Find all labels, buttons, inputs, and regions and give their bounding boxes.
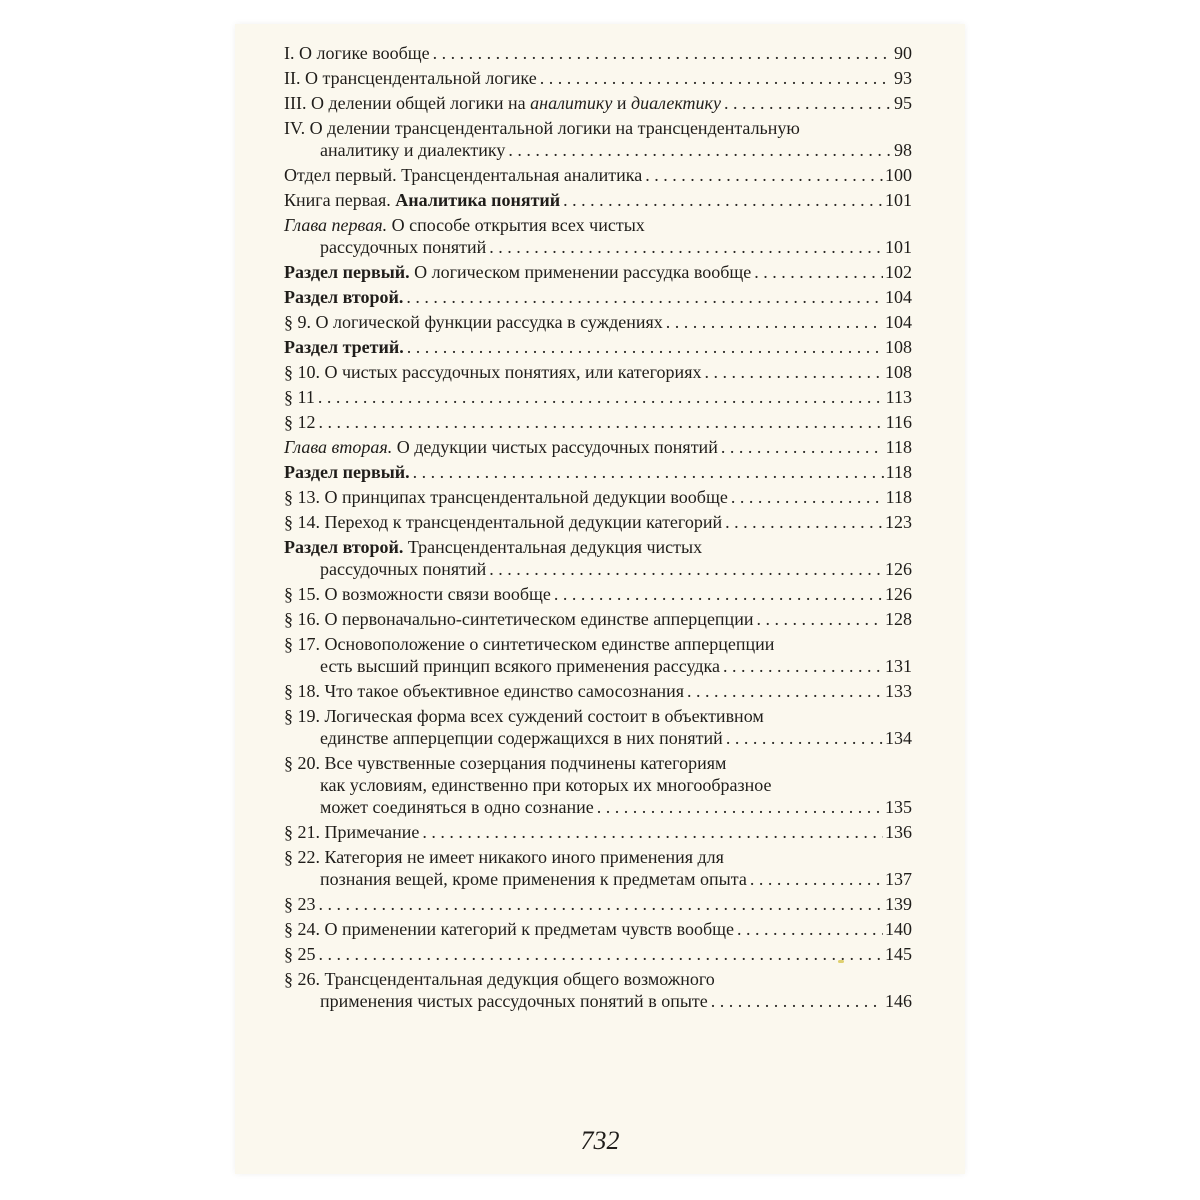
toc-entry [284,436,912,458]
toc-entry-title: § 16. О первоначально-синтетическом единстве апперцепции [284,609,754,629]
toc-page-number: 101 [885,237,912,257]
toc-entry-continuation: есть высший принцип всякого применения рассудка [320,656,720,676]
toc-entry [284,536,912,580]
toc-entry-title: § 21. Примечание [284,822,420,842]
toc-entry [284,968,912,1012]
toc-entry-title: § 20. Все чувственные созерцания подчинены категориям [284,753,727,773]
toc-entry-title: § 24. О применении категорий к предметам чувств вообще [284,919,735,939]
toc-entry [284,164,912,186]
toc-entry [284,846,912,890]
leader-dots [489,236,883,258]
toc-entry [284,261,912,283]
toc-entry-title: § 14. Переход к трансцендентальной дедукции категорий [284,512,723,532]
title-italic: Глава первая. [284,215,388,235]
toc-entry-title: I. О логике вообще [284,43,430,63]
leader-dots [711,990,883,1012]
table-of-contents [284,42,912,1015]
leader-dots [687,680,883,702]
leader-dots [319,893,884,915]
leader-dots [489,558,883,580]
toc-entry-continuation: единстве апперцепции содержащихся в них понятий [320,728,723,748]
toc-page-number: 90 [894,43,912,63]
title-text: Трансцендентальная дедукция чистых [403,537,703,557]
toc-entry [284,705,912,749]
title-italic: аналитику [530,93,613,113]
leader-dots [407,336,883,358]
toc-page-number: 108 [885,362,912,382]
leader-dots [318,386,884,408]
toc-page-number: 101 [885,190,912,210]
toc-entry-title: § 22. Категория не имеет никакого иного применения для [284,847,724,867]
leader-dots [319,411,884,433]
toc-page-number: 123 [885,512,912,532]
toc-entry-title: § 13. О принципах трансцендентальной дедукции вообще [284,487,728,507]
toc-page-number: 102 [885,262,912,282]
title-text: О логическом применении рассудка вообще [409,262,752,282]
toc-entry [284,583,912,605]
toc-entry [284,214,912,258]
toc-page-number: 128 [885,609,912,629]
title-text: О дедукции чистых рассудочных понятий [392,437,718,457]
toc-page-number: 133 [885,681,912,701]
toc-page-number: 108 [885,337,912,357]
toc-entry-title [284,261,751,283]
toc-entry-title: § 25 [284,944,316,964]
toc-entry-title [284,436,718,458]
leader-dots [413,461,884,483]
leader-dots [724,92,892,114]
toc-entry [284,680,912,702]
title-text: Книга первая. [284,190,396,210]
toc-entry [284,752,912,818]
toc-entry [284,918,912,940]
toc-page-number: 146 [885,991,912,1011]
toc-entry-title: § 18. Что такое объективное единство самосознания [284,681,685,701]
toc-entry [284,336,912,358]
toc-page-number: 131 [885,656,912,676]
toc-entry-continuation: может соединяться в одно сознание [320,797,594,817]
toc-entry-title [284,536,702,558]
leader-dots [666,311,883,333]
toc-page-number: 98 [894,140,912,160]
toc-page-number: 93 [894,68,912,88]
toc-page-number: 113 [885,387,912,407]
leader-dots [433,42,892,64]
toc-page-number: 137 [885,869,912,889]
toc-entry-title: Раздел второй. [284,287,404,307]
toc-page-number: 135 [885,797,912,817]
toc-entry [284,461,912,483]
toc-entry-title: § 11 [284,387,315,407]
toc-page-number: 118 [885,462,912,482]
toc-entry [284,511,912,533]
toc-entry-title: § 10. О чистых рассудочных понятиях, или категориях [284,362,702,382]
toc-page-number: 139 [885,894,912,914]
leader-dots [406,286,883,308]
toc-entry-title: Раздел первый. [284,462,410,482]
toc-entry-continuation: познания вещей, кроме применения к предметам опыта [320,869,747,889]
leader-dots [756,608,883,630]
toc-entry [284,486,912,508]
title-text: О способе открытия всех чистых [387,215,645,235]
toc-page-number: 134 [885,728,912,748]
toc-entry-title [284,214,645,236]
toc-entry [284,311,912,333]
leader-dots [563,189,883,211]
title-italic: диалектику [630,93,721,113]
page-number-footer: 732 [580,1126,620,1155]
leader-dots [725,511,883,533]
toc-page-number: 95 [894,93,912,113]
leader-dots [508,139,892,161]
toc-entry-title: IV. О делении трансцендентальной логики на трансцендентальную [284,118,800,138]
toc-page-number: 140 [885,919,912,939]
title-bold: Раздел второй. [284,537,404,557]
leader-dots [726,727,883,749]
toc-entry [284,361,912,383]
toc-page-number: 104 [885,287,912,307]
toc-page-number: 126 [885,559,912,579]
toc-entry [284,286,912,308]
toc-page-number: 118 [885,437,912,457]
toc-entry-title: § 15. О возможности связи вообще [284,584,551,604]
leader-dots [319,943,884,965]
toc-entry [284,633,912,677]
leader-dots [721,436,884,458]
toc-entry-continuation: как условиям, единственно при которых их многообразное [320,775,772,795]
toc-entry-title: Отдел первый. Трансцендентальная аналитика [284,165,643,185]
toc-entry-continuation: рассудочных понятий [320,559,487,579]
toc-entry-title: § 12 [284,412,316,432]
leader-dots [597,796,883,818]
leader-dots [737,918,883,940]
toc-entry-title: § 9. О логической функции рассудка в суждениях [284,312,663,332]
title-italic: Глава вторая. [284,437,393,457]
toc-page-number: 145 [885,944,912,964]
toc-entry-continuation: применения чистых рассудочных понятий в опыте [320,991,708,1011]
leader-dots [645,164,883,186]
toc-entry [284,42,912,64]
toc-entry [284,821,912,843]
toc-entry [284,386,912,408]
toc-entry [284,608,912,630]
leader-dots [731,486,884,508]
toc-page-number: 116 [885,412,912,432]
leader-dots [723,655,883,677]
title-text: III. О делении общей логики на [284,93,531,113]
toc-entry-title: § 19. Логическая форма всех суждений состоит в объективном [284,706,764,726]
leader-dots [554,583,883,605]
leader-dots [422,821,883,843]
toc-entry-title: II. О трансцендентальной логике [284,68,537,88]
toc-entry-title: § 17. Основоположение о синтетическом единстве апперцепции [284,634,775,654]
toc-entry-continuation: аналитику и диалектику [320,140,506,160]
toc-page-number: 104 [885,312,912,332]
title-bold: Раздел первый. [284,262,410,282]
toc-page-number: 118 [885,487,912,507]
toc-entry [284,411,912,433]
toc-entry [284,943,912,965]
toc-entry [284,67,912,89]
toc-entry [284,189,912,211]
leader-dots [540,67,892,89]
toc-entry-continuation: рассудочных понятий [320,237,487,257]
toc-page-number: 126 [885,584,912,604]
toc-entry [284,893,912,915]
toc-entry [284,117,912,161]
title-text: и [612,93,631,113]
toc-entry-title: § 23 [284,894,316,914]
leader-dots [754,261,883,283]
toc-page-number: 100 [885,165,912,185]
toc-entry-title [284,189,560,211]
toc-page-number: 136 [885,822,912,842]
toc-entry-title: Раздел третий. [284,337,404,357]
leader-dots [750,868,883,890]
leader-dots [704,361,883,383]
title-bold: Аналитика понятий [395,190,561,210]
toc-entry [284,92,912,114]
toc-entry-title [284,92,721,114]
toc-entry-title: § 26. Трансцендентальная дедукция общего возможного [284,969,715,989]
